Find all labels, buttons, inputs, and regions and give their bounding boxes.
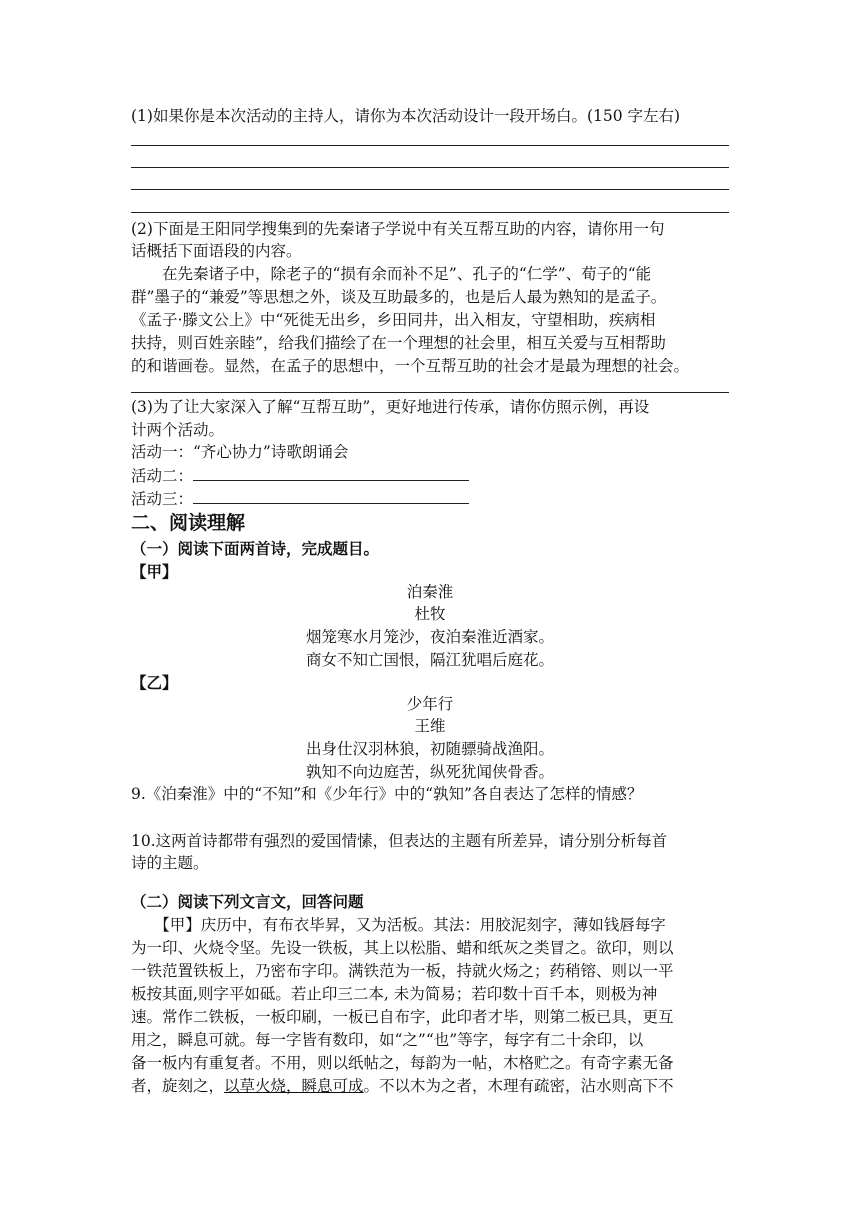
subsection-1-title: （一）阅读下面两首诗，完成题目。 bbox=[131, 540, 380, 558]
passage-line: 在先秦诸子中，除老子的“损有余而补不足”、孔子的“仁学”、荀子的“能 bbox=[131, 265, 652, 283]
question-3-line: 计两个活动。 bbox=[131, 421, 225, 439]
answer-line[interactable] bbox=[131, 392, 729, 393]
activity-3-blank[interactable] bbox=[193, 487, 469, 504]
poem-b-tag: 【乙】 bbox=[131, 674, 178, 692]
answer-line[interactable] bbox=[131, 212, 729, 213]
classical-line: 一铁范置铁板上，乃密布字印。满铁范为一板，持就火炀之；药稍镕、则以一平 bbox=[131, 962, 674, 980]
activity-3 bbox=[131, 487, 469, 510]
answer-line[interactable] bbox=[131, 167, 729, 168]
activity-2-blank[interactable] bbox=[193, 464, 469, 481]
activity-example: 活动一：“齐心协力”诗歌朗诵会 bbox=[131, 443, 349, 461]
classical-text: 。不以木为之者，木理有疏密，沾水则高下不 bbox=[363, 1077, 674, 1095]
question-2-line: (2)下面是王阳同学搜集到的先秦诸子学说中有关互帮互助的内容，请你用一句 bbox=[131, 220, 665, 238]
poem-a-line: 商女不知亡国恨，隔江犹唱后庭花。 bbox=[305, 651, 554, 669]
answer-line[interactable] bbox=[131, 189, 729, 190]
classical-line bbox=[131, 1075, 674, 1097]
passage-line: 《孟子·滕文公上》中“死徙无出乡，乡田同井，出入相友，守望相助，疾病相 bbox=[131, 311, 656, 329]
section-title: 二、阅读理解 bbox=[131, 512, 246, 534]
poem-a-author: 杜牧 bbox=[414, 605, 446, 623]
classical-line: 板按其面,则字平如砥。若止印三二本, 未为简易；若印数十百千本，则极为神 bbox=[131, 985, 658, 1003]
answer-line[interactable] bbox=[131, 145, 729, 146]
classical-text: 者，旋刻之， bbox=[131, 1077, 225, 1095]
passage-line: 的和谐画卷。显然，在孟子的思想中，一个互帮互助的社会才是最为理想的社会。 bbox=[131, 357, 690, 375]
classical-line: 用之，瞬息可就。每一字皆有数印，如“之”“也”等字，每字有二十余印，以 bbox=[131, 1031, 644, 1049]
poem-b-author: 王维 bbox=[414, 717, 446, 735]
activity-2-label: 活动二： bbox=[131, 467, 194, 485]
classical-line: 为一印、火烧令坚。先设一铁板，其上以松脂、蜡和纸灰之类冒之。欲印，则以 bbox=[131, 939, 674, 957]
poem-a-tag: 【甲】 bbox=[131, 563, 178, 581]
question-3-line: (3)为了让大家深入了解“互帮互助”，更好地进行传承，请你仿照示例，再设 bbox=[131, 398, 650, 416]
classical-line: 备一板内有重复者。不用，则以纸帖之，每韵为一帖，木格贮之。有奇字素无备 bbox=[131, 1054, 674, 1072]
activity-3-label: 活动三： bbox=[131, 490, 194, 508]
subsection-2-title: （二）阅读下列文言文，回答问题 bbox=[131, 893, 364, 911]
poem-b-line: 出身仕汉羽林狼，初随骠骑战渔阳。 bbox=[305, 740, 554, 758]
poem-b-title: 少年行 bbox=[406, 695, 454, 713]
poem-a-line: 烟笼寒水月笼沙，夜泊秦淮近酒家。 bbox=[305, 628, 554, 646]
activity-2 bbox=[131, 464, 469, 487]
question-2-line: 话概括下面语段的内容。 bbox=[131, 242, 302, 260]
question-9: 9.《泊秦淮》中的“不知”和《少年行》中的“孰知”各自表达了怎样的情感？ bbox=[131, 785, 643, 803]
poem-b-line: 孰知不向边庭苦，纵死犹闻侠骨香。 bbox=[305, 763, 554, 781]
passage-line: 扶持，则百姓亲睦”，给我们描绘了在一个理想的社会里，相互关爱与互相帮助 bbox=[131, 334, 666, 352]
classical-line: 【甲】庆历中，有布衣毕昇，又为活板。其法：用胶泥刻字，薄如钱唇每字 bbox=[131, 916, 666, 934]
poem-a-title: 泊秦淮 bbox=[406, 583, 454, 601]
underlined-phrase: 以草火烧，瞬息可成 bbox=[224, 1077, 364, 1095]
passage-line: 群”墨子的“兼爱”等思想之外，谈及互助最多的，也是后人最为熟知的是孟子。 bbox=[131, 288, 667, 306]
question-10-line: 诗的主题。 bbox=[131, 854, 209, 872]
question-10-line: 10.这两首诗都带有强烈的爱国情愫，但表达的主题有所差异，请分别分析每首 bbox=[131, 832, 668, 850]
question-1: (1)如果你是本次活动的主持人，请你为本次活动设计一段开场白。(150 字左右) bbox=[131, 107, 681, 125]
classical-line: 速。常作二铁板，一板印刷，一板已自布字，此印者才毕，则第二板已具，更互 bbox=[131, 1008, 674, 1026]
